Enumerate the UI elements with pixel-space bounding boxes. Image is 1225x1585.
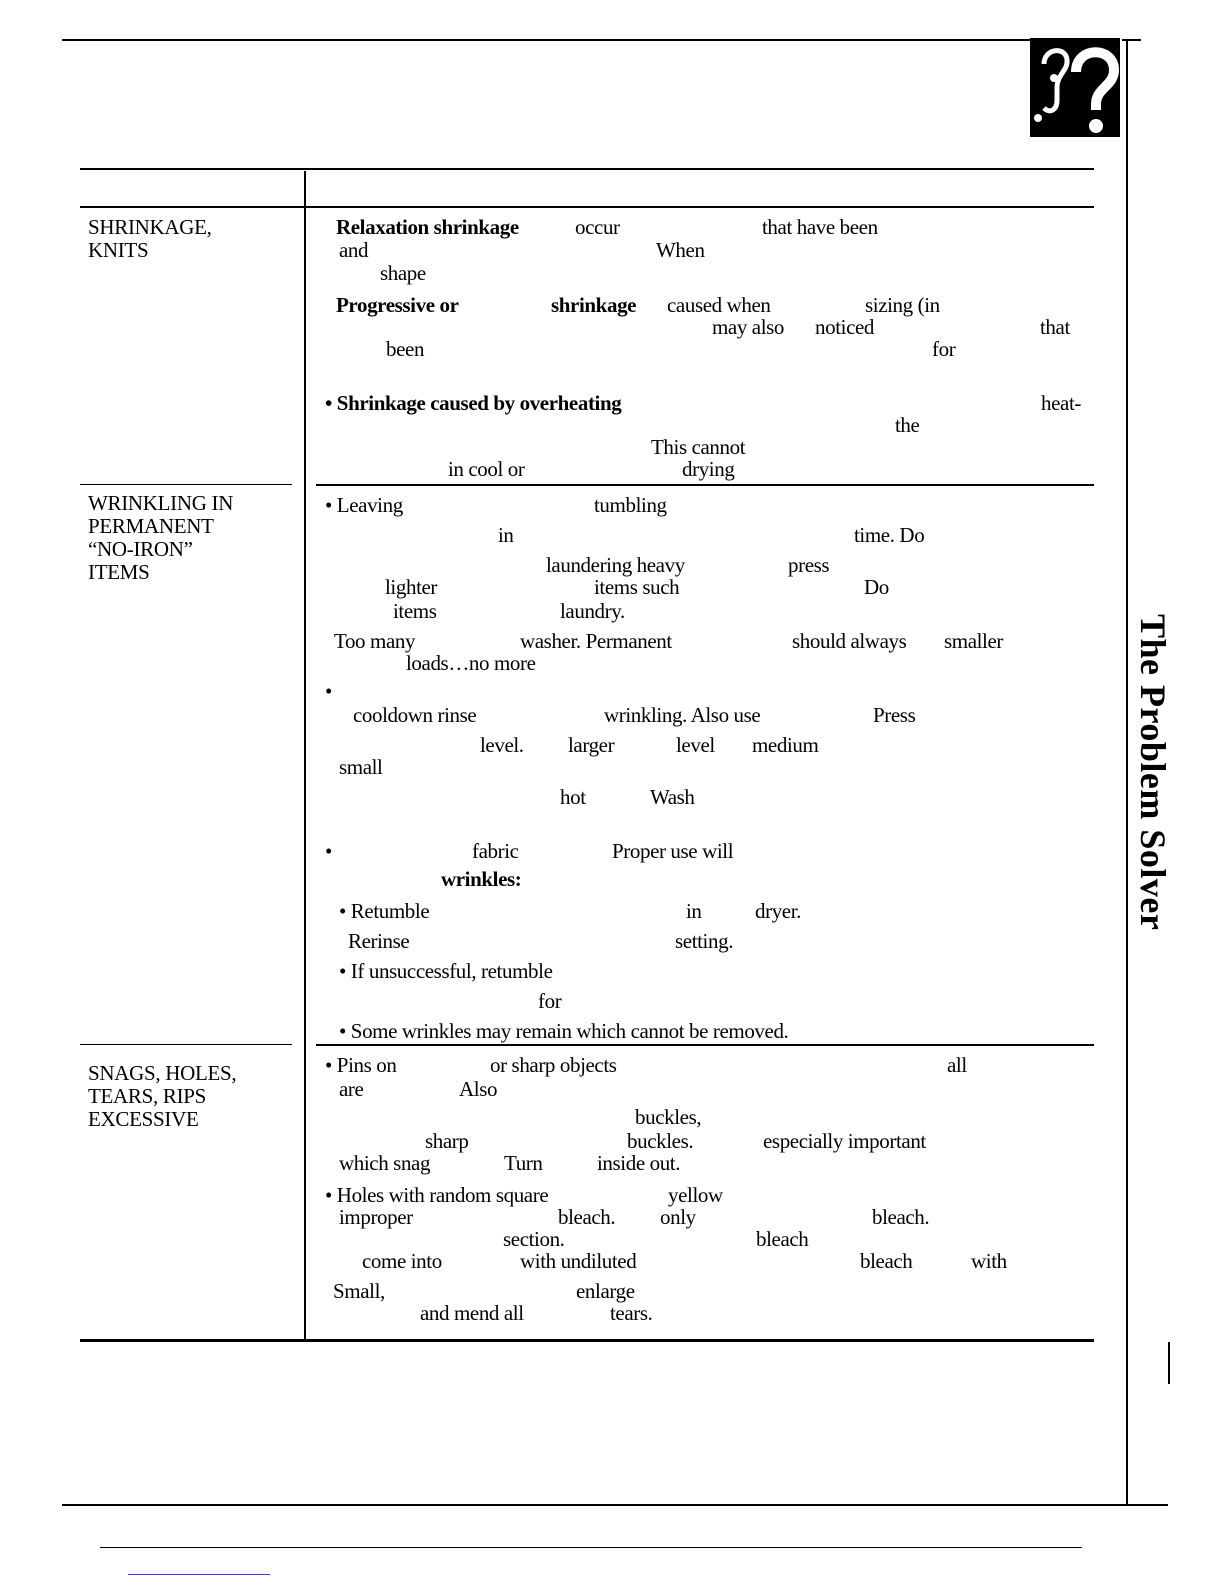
wrinkling-fragment: level [676, 733, 715, 757]
shrinkage-fragment: in cool or [448, 457, 525, 481]
shrinkage-fragment: the [895, 413, 920, 437]
column-header-rule [80, 206, 1094, 208]
snags-fragment: come into [362, 1249, 442, 1273]
wrinkling-fragment: Press [873, 703, 916, 727]
column-divider [304, 171, 306, 1341]
wrinkling-fragment: press [788, 553, 830, 577]
wrinkling-fragment: for [538, 989, 562, 1013]
snags-fragment: tears. [610, 1301, 653, 1325]
snags-fragment: bleach. [872, 1205, 930, 1229]
bottom-rule [62, 1504, 1168, 1506]
shrinkage-fragment: been [386, 337, 425, 361]
shrinkage-fragment: When [656, 238, 705, 262]
wrinkling-fragment: • If unsuccessful, retumble [339, 959, 553, 983]
shrinkage-fragment: may also [712, 315, 785, 339]
snags-fragment: with [971, 1249, 1007, 1273]
shrinkage-fragment: shrinkage [551, 293, 637, 317]
snags-fragment: buckles. [627, 1129, 694, 1153]
snags-fragment: bleach [756, 1227, 809, 1251]
snags-fragment: and mend all [420, 1301, 524, 1325]
cause-shrinkage-knits: SHRINKAGE, KNITS [88, 215, 212, 262]
top-rule [62, 39, 1030, 41]
wrinkling-fragment: in [498, 523, 514, 547]
footer-link-underline [128, 1574, 270, 1575]
shrinkage-fragment: Progressive or [336, 293, 459, 317]
snags-fragment: bleach [860, 1249, 913, 1273]
wrinkling-fragment: lighter [385, 575, 438, 599]
snags-fragment: Also [459, 1077, 498, 1101]
wrinkling-fragment: fabric [472, 839, 519, 863]
wrinkling-fragment: wrinkling. Also use [604, 703, 761, 727]
shrinkage-fragment: • Shrinkage caused by overheating [325, 391, 622, 415]
snags-fragment: Small, [333, 1279, 385, 1303]
footer-thin-rule [100, 1547, 1082, 1548]
wrinkling-fragment: wrinkles: [441, 867, 522, 891]
snags-fragment: are [339, 1077, 364, 1101]
snags-fragment: inside out. [597, 1151, 681, 1175]
wrinkling-fragment: • Some wrinkles may remain which cannot be removed. [339, 1019, 789, 1043]
wrinkling-fragment: hot [560, 785, 586, 809]
wrinkling-fragment: • [325, 839, 332, 863]
right-margin-tick [1168, 1342, 1170, 1384]
shrinkage-fragment: drying [682, 457, 735, 481]
snags-fragment: or sharp objects [490, 1053, 617, 1077]
snags-fragment: Turn [504, 1151, 543, 1175]
shrinkage-fragment: that [1040, 315, 1070, 339]
shrinkage-fragment: that have been [762, 215, 878, 239]
side-title: The Problem Solver [1133, 614, 1173, 931]
cause-snags-holes: SNAGS, HOLES, TEARS, RIPS EXCESSIVE [88, 1061, 237, 1131]
snags-fragment: bleach. [558, 1205, 616, 1229]
wrinkling-fragment: tumbling [594, 493, 667, 517]
wrinkling-fragment: level. [480, 733, 524, 757]
shrinkage-fragment: noticed [815, 315, 875, 339]
snags-fragment: buckles, [635, 1105, 702, 1129]
wrinkling-fragment: should always [792, 629, 907, 653]
row-divider-2-right [316, 1044, 1094, 1046]
snags-fragment: improper [339, 1205, 413, 1229]
shrinkage-fragment: This cannot [651, 435, 746, 459]
snags-fragment: • Pins on [325, 1053, 397, 1077]
wrinkling-fragment: loads…no more [406, 651, 536, 675]
wrinkling-fragment: • [325, 679, 332, 703]
wrinkling-fragment: medium [752, 733, 819, 757]
wrinkling-fragment: Proper use will [612, 839, 734, 863]
header-rule [80, 168, 1094, 170]
snags-fragment: yellow [668, 1183, 723, 1207]
wrinkling-fragment: dryer. [755, 899, 801, 923]
row-divider-2-left [80, 1044, 292, 1045]
wrinkling-fragment: Do [864, 575, 889, 599]
shrinkage-fragment: heat- [1041, 391, 1081, 415]
wrinkling-fragment: in [686, 899, 702, 923]
snags-fragment: all [947, 1053, 967, 1077]
wrinkling-fragment: Too many [334, 629, 416, 653]
shrinkage-fragment: for [932, 337, 956, 361]
wrinkling-fragment: smaller [944, 629, 1004, 653]
wrinkling-fragment: time. Do [854, 523, 925, 547]
snags-fragment: sharp [425, 1129, 469, 1153]
wrinkling-fragment: laundry. [560, 599, 625, 623]
table-bottom-rule [80, 1339, 1094, 1342]
wrinkling-fragment: • Retumble [339, 899, 430, 923]
top-rule-right-tick [1122, 39, 1141, 41]
wrinkling-fragment: larger [568, 733, 615, 757]
shrinkage-fragment: and [339, 238, 369, 262]
wrinkling-fragment: washer. Permanent [520, 629, 672, 653]
row-divider-1-right [316, 484, 1094, 486]
snags-fragment: section. [503, 1227, 565, 1251]
wrinkling-fragment: items such [594, 575, 680, 599]
cause-wrinkling: WRINKLING IN PERMANENT “NO-IRON” ITEMS [88, 491, 234, 584]
snags-fragment: only [660, 1205, 696, 1229]
wrinkling-fragment: items [393, 599, 437, 623]
right-margin-rule [1126, 39, 1128, 1504]
wrinkling-fragment: small [339, 755, 383, 779]
snags-fragment: with undiluted [520, 1249, 637, 1273]
snags-fragment: • Holes with random square [325, 1183, 549, 1207]
snags-fragment: which snag [339, 1151, 431, 1175]
shrinkage-fragment: occur [575, 215, 620, 239]
wrinkling-fragment: cooldown rinse [353, 703, 477, 727]
wrinkling-fragment: Wash [650, 785, 695, 809]
wrinkling-fragment: • Leaving [325, 493, 403, 517]
shrinkage-fragment: sizing (in [865, 293, 940, 317]
shrinkage-fragment: caused when [667, 293, 771, 317]
row-divider-1-left [80, 484, 292, 485]
snags-fragment: enlarge [576, 1279, 635, 1303]
wrinkling-fragment: laundering heavy [546, 553, 685, 577]
snags-fragment: especially important [763, 1129, 926, 1153]
shrinkage-fragment: Relaxation shrinkage [336, 215, 519, 239]
problem-solver-question-icon [1030, 38, 1120, 137]
shrinkage-fragment: shape [380, 261, 426, 285]
wrinkling-fragment: setting. [675, 929, 734, 953]
wrinkling-fragment: Rerinse [348, 929, 410, 953]
